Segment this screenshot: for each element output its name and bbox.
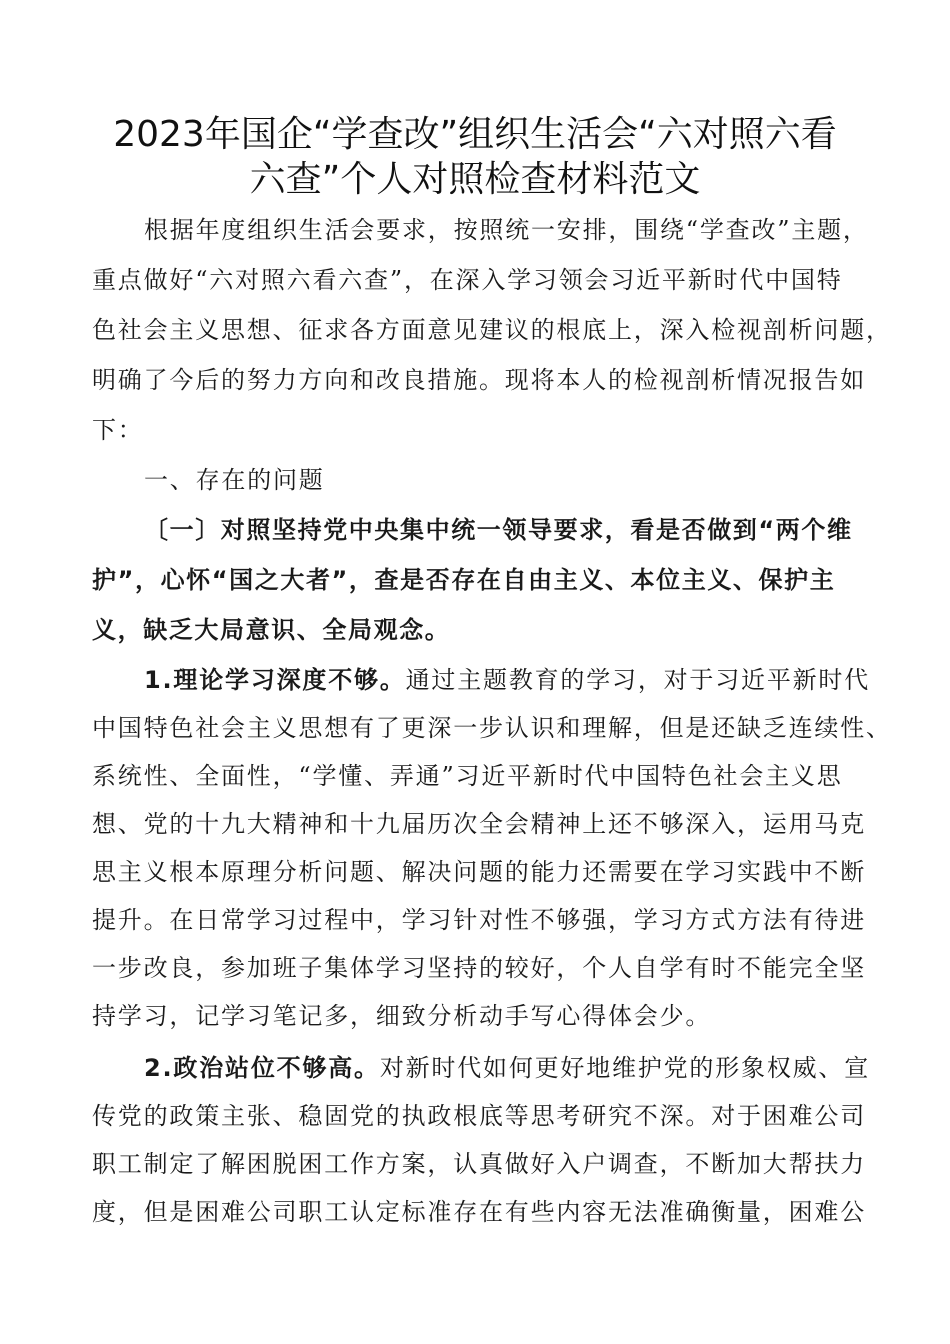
intro-line: 下： [92,416,144,444]
section-heading: 一、存在的问题 [144,466,325,494]
point-1-line: 一步改良，参加班子集体学习坚持的较好，个人自学有时不能完全坚 [92,954,866,982]
point-1-line: 中国特色社会主义思想有了更深一步认识和理解，但是还缺乏连续性、 [92,714,892,742]
point-2-line: 职工制定了解困脱困工作方案，认真做好入户调查，不断加大帮扶力 [92,1150,866,1178]
point-1-line: 提升。在日常学习过程中，学习针对性不够强，学习方式方法有待进 [92,906,866,934]
intro-line: 根据年度组织生活会要求，按照统一安排，围绕“学查改”主题， [144,216,869,244]
intro-line: 色社会主义思想、征求各方面意见建议的根底上，深入检视剖析问题， [92,316,892,344]
point-1-line: 思主义根本原理分析问题、解决问题的能力还需要在学习实践中不断 [92,858,866,886]
point-2-first-line [144,1053,870,1083]
subsection-heading-line: 〔一〕对照坚持党中央集中统一领导要求，看是否做到“两个维 [144,516,853,544]
subsection-heading-line: 义，缺乏大局意识、全局观念。 [92,616,451,644]
point-2-title: 2.政治站位不够高。 [144,1054,380,1082]
point-1-title: 1.理论学习深度不够。 [144,666,406,694]
subsection-heading-line: 护”，心怀“国之大者”，查是否存在自由主义、本位主义、保护主 [92,566,836,594]
point-1-line: 持学习，记学习笔记多，细致分析动手写心得体会少。 [92,1002,712,1030]
point-1-line: 系统性、全面性，“学懂、弄通”习近平新时代中国特色社会主义思 [92,762,843,790]
point-2-line: 传党的政策主张、稳固党的执政根底等思考研究不深。对于困难公司 [92,1102,866,1130]
point-1-first-line [144,665,870,695]
point-2-text: 对新时代如何更好地维护党的形象权威、宣 [379,1054,871,1082]
document-title-line-2: 六查”个人对照检查材料范文 [249,159,701,200]
intro-line: 重点做好“六对照六看六查”，在深入学习领会习近平新时代中国特 [92,266,843,294]
point-1-text: 通过主题教育的学习，对于习近平新时代 [405,666,871,694]
intro-line: 明确了今后的努力方向和改良措施。现将本人的检视剖析情况报告如 [92,366,866,394]
point-2-line: 度，但是困难公司职工认定标准存在有些内容无法准确衡量，困难公 [92,1198,866,1226]
point-1-line: 想、党的十九大精神和十九届历次全会精神上还不够深入，运用马克 [92,810,866,838]
document-title-line-1: 2023年国企“学查改”组织生活会“六对照六看 [113,114,837,155]
